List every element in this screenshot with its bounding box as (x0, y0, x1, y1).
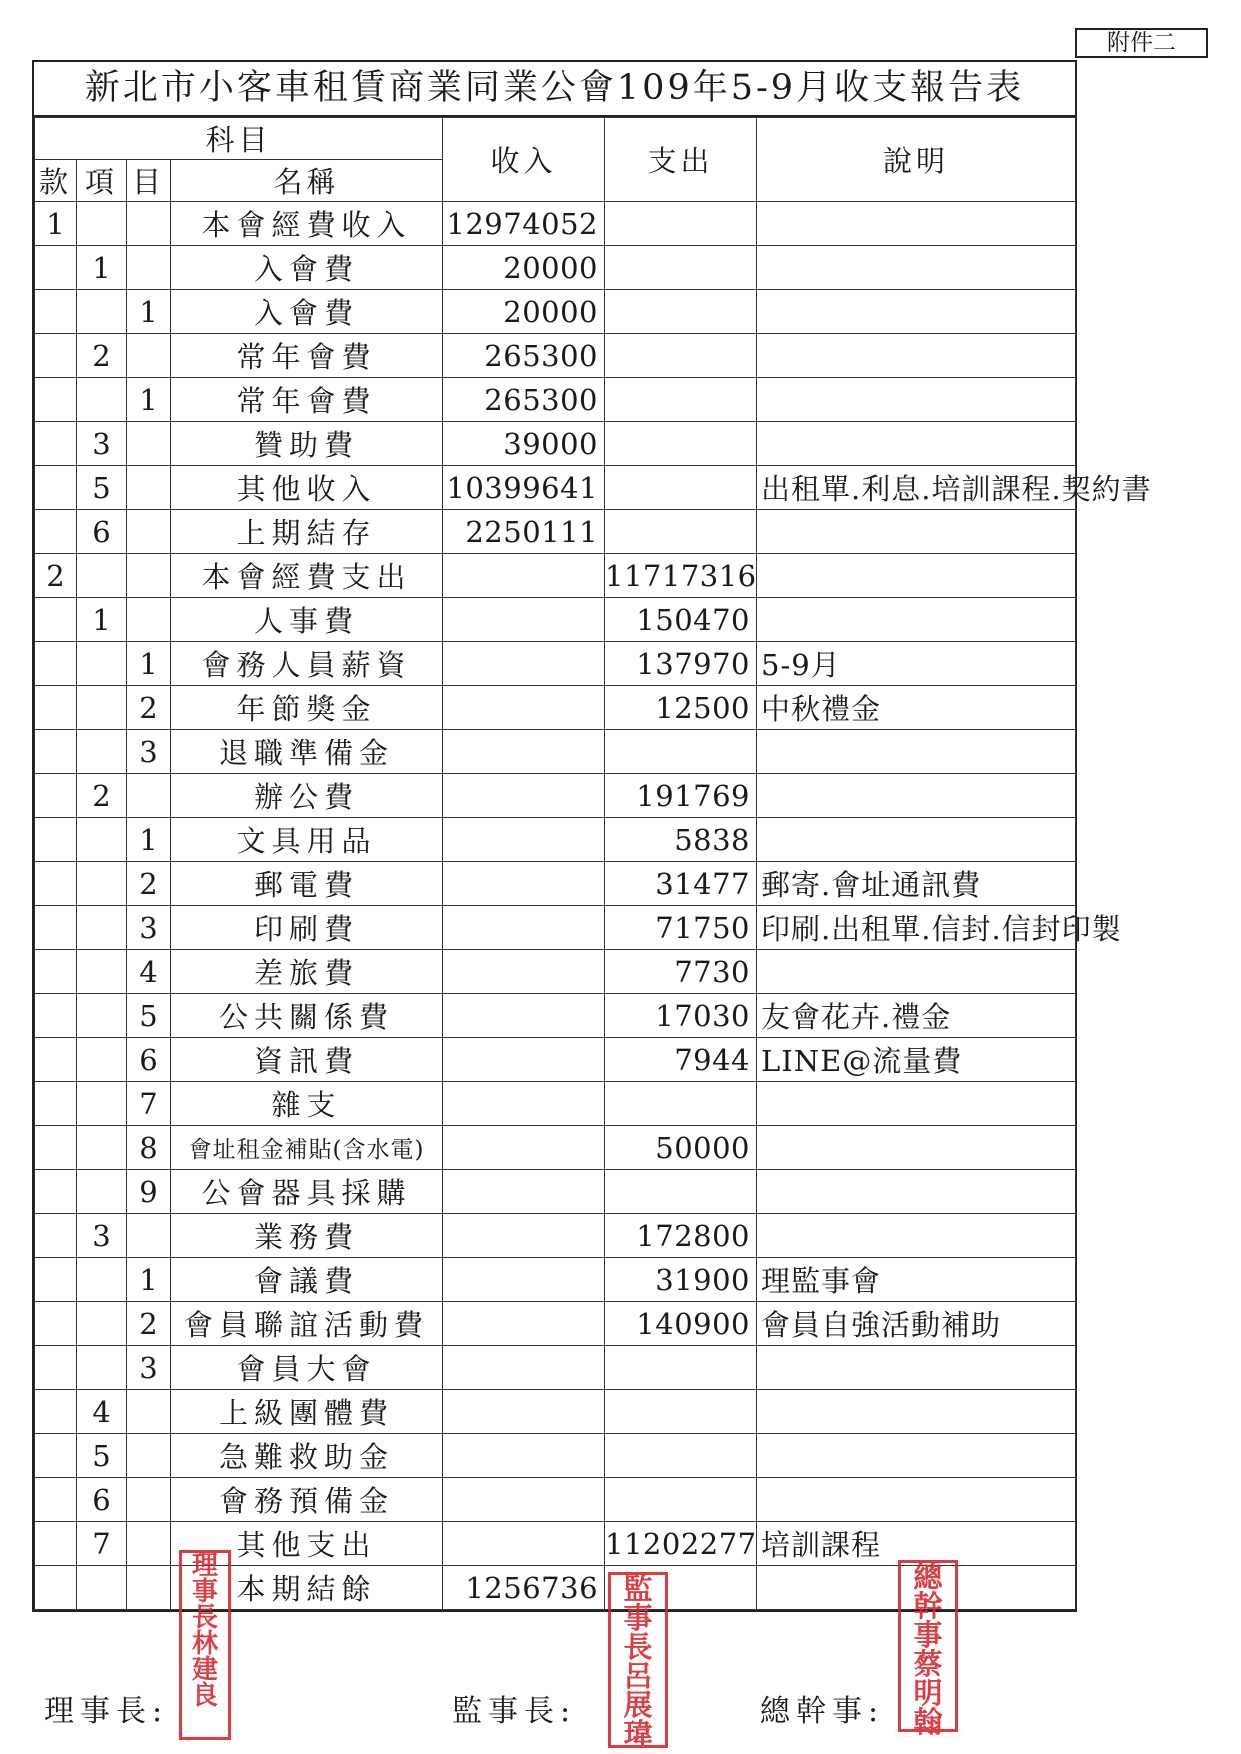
expense-cell: 140900 (605, 1302, 757, 1346)
note-cell (757, 598, 1076, 642)
item-name-cell: 業務費 (171, 1214, 443, 1258)
xiang-cell: 2 (77, 334, 127, 378)
mu-cell: 2 (127, 862, 171, 906)
income-cell: 1256736 (443, 1566, 605, 1610)
kuan-cell (35, 1082, 77, 1126)
table-row (35, 1038, 1076, 1082)
kuan-cell (35, 1038, 77, 1082)
seal-character: 事 (623, 1601, 653, 1635)
table-row (35, 598, 1076, 642)
kuan-cell (35, 466, 77, 510)
table-row (35, 334, 1076, 378)
chairman-signature-label: 理事長: (44, 1694, 169, 1729)
kuan-cell (35, 1390, 77, 1434)
xiang-cell: 6 (77, 1478, 127, 1522)
item-name-cell: 差旅費 (171, 950, 443, 994)
income-expense-table (34, 117, 1152, 1610)
item-name-cell: 上期結存 (171, 510, 443, 554)
income-cell (443, 1214, 605, 1258)
item-name-cell: 本會經費收入 (171, 202, 443, 246)
expense-cell: 7944 (605, 1038, 757, 1082)
note-cell: 中秋禮金 (757, 686, 1076, 730)
mu-cell (127, 334, 171, 378)
note-cell: 培訓課程 (757, 1522, 1076, 1566)
mu-cell: 3 (127, 1346, 171, 1390)
note-cell: 印刷.出租單.信封.信封印製 (757, 906, 1076, 950)
table-body (35, 202, 1152, 1610)
note-cell (757, 1082, 1076, 1126)
kuan-cell (35, 686, 77, 730)
header-mu: 目 (127, 160, 171, 202)
mu-cell: 5 (127, 994, 171, 1038)
mu-cell: 7 (127, 1082, 171, 1126)
item-name-cell: 會務人員薪資 (171, 642, 443, 686)
income-cell (443, 774, 605, 818)
kuan-cell (35, 906, 77, 950)
xiang-cell (77, 642, 127, 686)
expense-cell: 7730 (605, 950, 757, 994)
xiang-cell (77, 818, 127, 862)
income-cell (443, 1522, 605, 1566)
xiang-cell (77, 1126, 127, 1170)
seal-character: 總 (913, 1560, 943, 1594)
item-name-cell: 會址租金補貼(含水電) (171, 1126, 443, 1170)
expense-cell (605, 1434, 757, 1478)
seal-character: 監 (623, 1572, 653, 1606)
xiang-cell: 3 (77, 422, 127, 466)
expense-cell: 150470 (605, 598, 757, 642)
xiang-cell (77, 1346, 127, 1390)
income-cell (443, 1258, 605, 1302)
mu-cell (127, 1390, 171, 1434)
expense-cell (605, 1478, 757, 1522)
xiang-cell (77, 1038, 127, 1082)
kuan-cell (35, 1566, 77, 1610)
expense-cell (605, 246, 757, 290)
item-name-cell: 資訊費 (171, 1038, 443, 1082)
income-cell (443, 598, 605, 642)
header-note: 說明 (757, 118, 1076, 202)
expense-cell: 12500 (605, 686, 757, 730)
note-cell (757, 730, 1076, 774)
table-row (35, 202, 1076, 246)
expense-cell (605, 730, 757, 774)
expense-cell (605, 510, 757, 554)
xiang-cell: 5 (77, 466, 127, 510)
xiang-cell: 2 (77, 774, 127, 818)
table-row (35, 1126, 1076, 1170)
kuan-cell (35, 862, 77, 906)
kuan-cell (35, 818, 77, 862)
note-cell (757, 510, 1076, 554)
table-row (35, 862, 1076, 906)
kuan-cell (35, 422, 77, 466)
expense-cell (605, 422, 757, 466)
table-row (35, 774, 1076, 818)
expense-cell (605, 334, 757, 378)
table-row (35, 554, 1076, 598)
header-subject: 科目 (35, 118, 443, 160)
xiang-cell (77, 686, 127, 730)
secretary-signature-label: 總幹事: (760, 1694, 885, 1729)
expense-cell: 31900 (605, 1258, 757, 1302)
item-name-cell: 其他收入 (171, 466, 443, 510)
header-name: 名稱 (171, 160, 443, 202)
mu-cell (127, 202, 171, 246)
note-cell (757, 1434, 1076, 1478)
table-row (35, 994, 1076, 1038)
header-row-1 (35, 118, 1076, 160)
mu-cell: 1 (127, 378, 171, 422)
note-cell: 理監事會 (757, 1258, 1076, 1302)
table-row (35, 1302, 1076, 1346)
note-cell (757, 1214, 1076, 1258)
seal-character: 幹 (913, 1589, 943, 1623)
income-cell: 2250111 (443, 510, 605, 554)
seal-character: 展 (623, 1688, 653, 1722)
note-cell (757, 202, 1076, 246)
header-xiang: 項 (77, 160, 127, 202)
table-row (35, 1214, 1076, 1258)
kuan-cell (35, 1126, 77, 1170)
table-row (35, 730, 1076, 774)
kuan-cell (35, 1478, 77, 1522)
attachment-label: 附件二 (1075, 28, 1208, 58)
xiang-cell (77, 862, 127, 906)
kuan-cell (35, 730, 77, 774)
income-cell (443, 1082, 605, 1126)
table-row (35, 1390, 1076, 1434)
note-cell (757, 1390, 1076, 1434)
mu-cell (127, 1434, 171, 1478)
mu-cell (127, 1522, 171, 1566)
note-cell (757, 818, 1076, 862)
item-name-cell: 贊助費 (171, 422, 443, 466)
expense-cell: 31477 (605, 862, 757, 906)
xiang-cell: 5 (77, 1434, 127, 1478)
table-row (35, 510, 1076, 554)
expense-cell: 191769 (605, 774, 757, 818)
supervisor-seal (608, 1572, 668, 1751)
mu-cell (127, 466, 171, 510)
expense-cell (605, 378, 757, 422)
kuan-cell (35, 1170, 77, 1214)
seal-character: 長 (623, 1630, 653, 1664)
header-income: 收入 (443, 118, 605, 202)
mu-cell (127, 510, 171, 554)
kuan-cell (35, 950, 77, 994)
xiang-cell (77, 378, 127, 422)
expense-cell: 11717316 (605, 554, 757, 598)
income-cell: 39000 (443, 422, 605, 466)
table-row (35, 1258, 1076, 1302)
note-cell (757, 1126, 1076, 1170)
mu-cell: 4 (127, 950, 171, 994)
table-row (35, 246, 1076, 290)
item-name-cell: 急難救助金 (171, 1434, 443, 1478)
mu-cell: 1 (127, 642, 171, 686)
mu-cell: 3 (127, 906, 171, 950)
xiang-cell: 4 (77, 1390, 127, 1434)
income-cell (443, 554, 605, 598)
xiang-cell (77, 202, 127, 246)
note-cell (757, 334, 1076, 378)
supervisor-signature-label: 監事長: (452, 1694, 577, 1729)
income-cell: 265300 (443, 378, 605, 422)
xiang-cell (77, 950, 127, 994)
kuan-cell (35, 510, 77, 554)
item-name-cell: 本會經費支出 (171, 554, 443, 598)
xiang-cell (77, 290, 127, 334)
income-cell (443, 1302, 605, 1346)
item-name-cell: 入會費 (171, 290, 443, 334)
mu-cell (127, 1478, 171, 1522)
kuan-cell (35, 334, 77, 378)
kuan-cell: 1 (35, 202, 77, 246)
income-cell (443, 1038, 605, 1082)
mu-cell: 9 (127, 1170, 171, 1214)
kuan-cell (35, 774, 77, 818)
income-cell: 265300 (443, 334, 605, 378)
item-name-cell: 入會費 (171, 246, 443, 290)
item-name-cell: 會議費 (171, 1258, 443, 1302)
xiang-cell: 7 (77, 1522, 127, 1566)
xiang-cell (77, 994, 127, 1038)
note-cell: LINE@流量費 (757, 1038, 1076, 1082)
kuan-cell (35, 378, 77, 422)
kuan-cell (35, 290, 77, 334)
item-name-cell: 會員聯誼活動費 (171, 1302, 443, 1346)
table-row (35, 1346, 1076, 1390)
item-name-cell: 常年會費 (171, 334, 443, 378)
item-name-cell: 人事費 (171, 598, 443, 642)
table-row (35, 950, 1076, 994)
item-name-cell: 會務預備金 (171, 1478, 443, 1522)
income-cell (443, 818, 605, 862)
income-cell (443, 950, 605, 994)
note-cell (757, 950, 1076, 994)
expense-cell: 172800 (605, 1214, 757, 1258)
kuan-cell (35, 246, 77, 290)
income-cell (443, 1346, 605, 1390)
table-row (35, 1170, 1076, 1214)
table-row (35, 422, 1076, 466)
xiang-cell: 1 (77, 246, 127, 290)
xiang-cell (77, 906, 127, 950)
seal-character: 理 (191, 1551, 218, 1581)
report-sheet (32, 60, 1152, 1612)
income-cell (443, 994, 605, 1038)
note-cell: 郵寄.會址通訊費 (757, 862, 1076, 906)
item-name-cell: 郵電費 (171, 862, 443, 906)
mu-cell: 1 (127, 290, 171, 334)
mu-cell: 3 (127, 730, 171, 774)
item-name-cell: 年節獎金 (171, 686, 443, 730)
expense-cell (605, 202, 757, 246)
table-row (35, 906, 1076, 950)
mu-cell: 1 (127, 818, 171, 862)
seal-character: 蔡 (913, 1647, 943, 1681)
mu-cell (127, 554, 171, 598)
report-title: 新北市小客車租賃商業同業公會109年5-9月收支報告表 (34, 62, 1075, 117)
note-cell: 友會花卉.禮金 (757, 994, 1076, 1038)
seal-character: 翰 (913, 1705, 943, 1739)
item-name-cell: 文具用品 (171, 818, 443, 862)
kuan-cell (35, 994, 77, 1038)
note-cell (757, 246, 1076, 290)
item-name-cell: 辦公費 (171, 774, 443, 818)
item-name-cell: 公會器具採購 (171, 1170, 443, 1214)
note-cell (757, 1478, 1076, 1522)
expense-cell: 5838 (605, 818, 757, 862)
income-cell (443, 1478, 605, 1522)
mu-cell: 2 (127, 1302, 171, 1346)
seal-character: 呂 (623, 1659, 653, 1693)
xiang-cell (77, 1566, 127, 1610)
mu-cell: 6 (127, 1038, 171, 1082)
seal-character: 良 (191, 1681, 218, 1711)
expense-cell: 17030 (605, 994, 757, 1038)
income-cell (443, 730, 605, 774)
mu-cell: 8 (127, 1126, 171, 1170)
income-cell: 20000 (443, 246, 605, 290)
secretary-seal (898, 1560, 958, 1739)
xiang-cell (77, 730, 127, 774)
income-cell (443, 686, 605, 730)
note-cell (757, 774, 1076, 818)
expense-cell: 11202277 (605, 1522, 757, 1566)
income-cell (443, 1126, 605, 1170)
income-cell (443, 906, 605, 950)
xiang-cell: 3 (77, 1214, 127, 1258)
xiang-cell (77, 1302, 127, 1346)
income-cell (443, 642, 605, 686)
note-cell (757, 1170, 1076, 1214)
kuan-cell (35, 642, 77, 686)
item-name-cell: 雜支 (171, 1082, 443, 1126)
note-cell (757, 1346, 1076, 1390)
mu-cell (127, 246, 171, 290)
table-row (35, 1478, 1076, 1522)
xiang-cell (77, 1082, 127, 1126)
chairman-seal (179, 1550, 231, 1740)
expense-cell (605, 466, 757, 510)
income-cell (443, 1170, 605, 1214)
mu-cell (127, 598, 171, 642)
kuan-cell (35, 598, 77, 642)
income-cell (443, 862, 605, 906)
kuan-cell (35, 1214, 77, 1258)
income-cell (443, 1434, 605, 1478)
kuan-cell (35, 1258, 77, 1302)
expense-cell (605, 1390, 757, 1434)
expense-cell (605, 1346, 757, 1390)
income-cell: 12974052 (443, 202, 605, 246)
seal-character: 林 (191, 1629, 218, 1659)
table-row (35, 1082, 1076, 1126)
mu-cell (127, 1214, 171, 1258)
note-cell (757, 422, 1076, 466)
table-row (35, 642, 1076, 686)
mu-cell: 2 (127, 686, 171, 730)
note-cell: 出租單.利息.培訓課程.契約書 (757, 466, 1076, 510)
expense-cell (605, 1082, 757, 1126)
item-name-cell: 其他支出 (171, 1522, 443, 1566)
expense-cell: 71750 (605, 906, 757, 950)
xiang-cell (77, 554, 127, 598)
note-cell (757, 290, 1076, 334)
income-cell: 10399641 (443, 466, 605, 510)
expense-cell (605, 1170, 757, 1214)
note-cell (757, 378, 1076, 422)
income-cell: 20000 (443, 290, 605, 334)
seal-character: 瑋 (623, 1717, 653, 1751)
expense-cell: 137970 (605, 642, 757, 686)
header-kuan: 款 (35, 160, 77, 202)
kuan-cell: 2 (35, 554, 77, 598)
expense-cell: 50000 (605, 1126, 757, 1170)
note-cell (757, 554, 1076, 598)
note-cell: 5-9月 (757, 642, 1076, 686)
item-name-cell: 本期結餘 (171, 1566, 443, 1610)
seal-character: 事 (191, 1577, 218, 1607)
header-expense: 支出 (605, 118, 757, 202)
kuan-cell (35, 1522, 77, 1566)
mu-cell (127, 1566, 171, 1610)
seal-character: 長 (191, 1603, 218, 1633)
income-cell (443, 1390, 605, 1434)
xiang-cell (77, 1170, 127, 1214)
expense-cell (605, 290, 757, 334)
table-row (35, 378, 1076, 422)
note-cell: 會員自強活動補助 (757, 1302, 1076, 1346)
item-name-cell: 上級團體費 (171, 1390, 443, 1434)
mu-cell (127, 422, 171, 466)
table-row (35, 1434, 1076, 1478)
table-row (35, 466, 1076, 510)
item-name-cell: 印刷費 (171, 906, 443, 950)
kuan-cell (35, 1346, 77, 1390)
item-name-cell: 會員大會 (171, 1346, 443, 1390)
seal-character: 明 (913, 1676, 943, 1710)
xiang-cell: 6 (77, 510, 127, 554)
item-name-cell: 公共關係費 (171, 994, 443, 1038)
kuan-cell (35, 1434, 77, 1478)
xiang-cell: 1 (77, 598, 127, 642)
item-name-cell: 常年會費 (171, 378, 443, 422)
mu-cell: 1 (127, 1258, 171, 1302)
table-row (35, 686, 1076, 730)
xiang-cell (77, 1258, 127, 1302)
kuan-cell (35, 1302, 77, 1346)
table-row (35, 818, 1076, 862)
seal-character: 事 (913, 1618, 943, 1652)
item-name-cell: 退職準備金 (171, 730, 443, 774)
seal-character: 建 (191, 1655, 218, 1685)
mu-cell (127, 774, 171, 818)
table-row (35, 290, 1076, 334)
